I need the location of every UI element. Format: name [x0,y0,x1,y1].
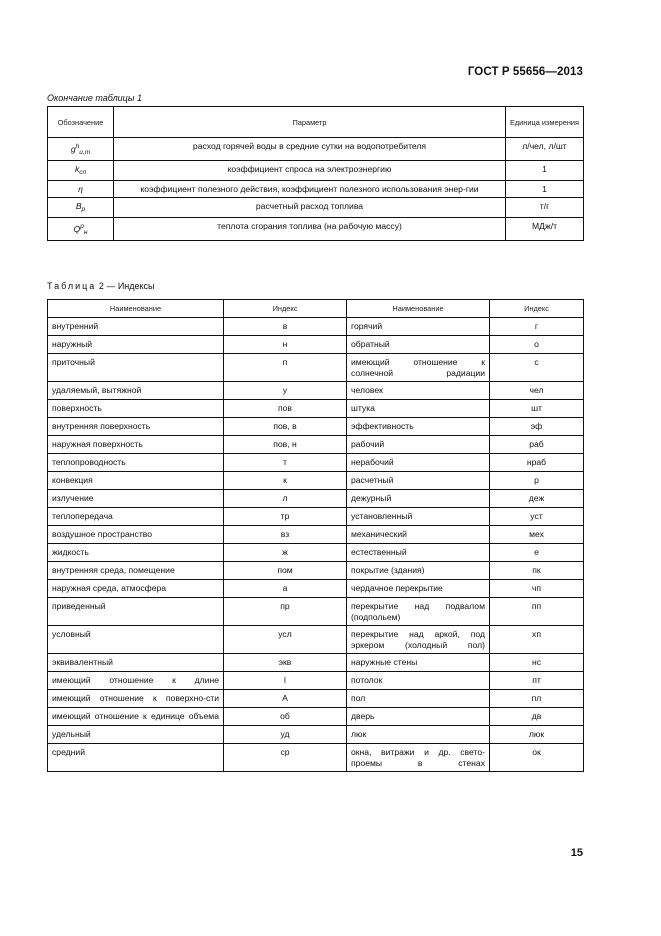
table2-right-index: люк [490,726,584,744]
table2-left-name: внутренняя поверхность [48,418,224,436]
table2-left-name: наружный [48,336,224,354]
table1-unit-cell: 1 [506,161,584,181]
table1-col-symbol: Обозначение [48,107,114,138]
table1-parameter-cell: коэффициент спроса на электроэнергию [114,161,506,181]
table2-left-index: в [224,318,347,336]
table2-right-index: о [490,336,584,354]
table2-left-name: жидкость [48,544,224,562]
table1-symbol-cell [48,218,114,241]
table2-right-index: деж [490,490,584,508]
table2-right-name: механический [347,526,490,544]
table2-row [48,626,584,654]
table2-row [48,382,584,400]
table2-caption [47,281,155,291]
table2-left-index: пов [224,400,347,418]
standard-code: ГОСТ Р 55656—2013 [467,66,583,78]
table2-row [48,454,584,472]
symbol-base: g [70,144,76,154]
table2-right-name: покрытие (здания) [347,562,490,580]
table2-left-index: п [224,354,347,382]
table2-right-name: пол [347,690,490,708]
table2-row [48,544,584,562]
table2-left-name: средний [48,744,224,772]
table2-left-index: об [224,708,347,726]
table2-right-index: пт [490,672,584,690]
table2-right-index: мех [490,526,584,544]
table2-right-name: окна, витражи и др. свето-проемы в стенах [347,744,490,772]
table2-left-name: имеющий отношение к единице объема [48,708,224,726]
table1-header-row [48,107,584,138]
table2-row [48,654,584,672]
table2-left-name: конвекция [48,472,224,490]
table2-left-name: внутренняя среда, помещение [48,562,224,580]
table2-row [48,744,584,772]
table2-left-name: приточный [48,354,224,382]
table2-right-name: дверь [347,708,490,726]
table1-unit-cell: МДж/т [506,218,584,241]
table2-right-name: чердачное перекрытие [347,580,490,598]
table2-right-index: ок [490,744,584,772]
table2-left-name: приведенный [48,598,224,626]
table2-right-index: шт [490,400,584,418]
table2-left-index: пр [224,598,347,626]
table2-left-index: н [224,336,347,354]
table2-left-name: воздушное пространство [48,526,224,544]
table2-row [48,318,584,336]
table2-col-left-index: Индекс [224,300,347,318]
table2-right-index: р [490,472,584,490]
table2-left-name: внутренний [48,318,224,336]
table2-left-index: l [224,672,347,690]
table2-row [48,336,584,354]
table1-symbol-cell [48,138,114,161]
table2-right-name: нерабочий [347,454,490,472]
table1-symbol-cell [48,181,114,198]
table2-right-name: штука [347,400,490,418]
table2-right-index: пп [490,598,584,626]
table2-right-name: имеющий отношение к солнечной радиации [347,354,490,382]
table2-left-name: удельный [48,726,224,744]
table2-row [48,562,584,580]
table1-row [48,218,584,241]
table2-row [48,690,584,708]
table1-unit-cell: 1 [506,181,584,198]
table2-caption-rest: 2 — Индексы [98,281,155,291]
table2-row [48,726,584,744]
table2-row [48,490,584,508]
table2-right-index: г [490,318,584,336]
symbol-subscript: сп [79,169,87,176]
table2-right-name: обратный [347,336,490,354]
table2-left-name: излучение [48,490,224,508]
table2-left-index: л [224,490,347,508]
symbol-base: η [78,184,83,194]
table2-row [48,436,584,454]
table2-caption-prefix: Таблица [47,281,97,291]
symbol-subscript: н [83,229,88,236]
table2-right-name: установленный [347,508,490,526]
symbol-superscript: р [80,223,84,230]
table2-left-name: имеющий отношение к поверхно-сти [48,690,224,708]
table2-right-name: рабочий [347,436,490,454]
symbol-subscript: р [81,206,86,213]
table2-right-name: дежурный [347,490,490,508]
table2-left-index: т [224,454,347,472]
table1-row [48,198,584,218]
table2-left-name: теплопроводность [48,454,224,472]
table2-left-index: тр [224,508,347,526]
table2-col-left-name: Наименование [48,300,224,318]
table2-right-index: уст [490,508,584,526]
table1-symbol-cell [48,198,114,218]
symbol-subscript: u,m [79,149,91,156]
table2-left-name: наружная поверхность [48,436,224,454]
table2-right-index: хп [490,626,584,654]
table2-right-name: человек [347,382,490,400]
table2-row [48,472,584,490]
table2-right-index: чел [490,382,584,400]
table2-right-index: нс [490,654,584,672]
table2-right-index: с [490,354,584,382]
table2-left-index: экв [224,654,347,672]
table2-row [48,580,584,598]
table2-right-name: горячий [347,318,490,336]
symbol-base: k [74,164,80,174]
table2-row [48,508,584,526]
page-number: 15 [570,847,583,859]
table2-row [48,418,584,436]
table2-row [48,672,584,690]
table2-right-name: наружные стены [347,654,490,672]
table1-parameter-cell: теплота сгорания топлива (на рабочую массу) [114,218,506,241]
table2-left-index: A [224,690,347,708]
table2-right-index: е [490,544,584,562]
table2 [47,299,584,772]
table2-right-name: естественный [347,544,490,562]
table2-left-name: условный [48,626,224,654]
symbol-base: B [75,201,82,211]
table1-caption: Окончание таблицы 1 [47,93,142,103]
symbol-base: Q [73,224,81,234]
table2-right-name: потолок [347,672,490,690]
table2-left-name: наружная среда, атмосфера [48,580,224,598]
table2-row [48,354,584,382]
table2-right-name: перекрытие над аркой, под эркером (холодный пол) [347,626,490,654]
table1-row [48,138,584,161]
table2-header-row [48,300,584,318]
table2-row [48,400,584,418]
symbol-superscript: h [75,143,80,150]
table1-symbol-cell [48,161,114,181]
table1-unit-cell: л/чел, л/шт [506,138,584,161]
table1-parameter-cell: расход горячей воды в средние сутки на водопотребителя [114,138,506,161]
table2-right-name: перекрытие над подвалом (подпольем) [347,598,490,626]
table2-left-index: ж [224,544,347,562]
table1-col-parameter: Параметр [114,107,506,138]
table1-row [48,161,584,181]
table2-right-index: пл [490,690,584,708]
table2-col-right-name: Наименование [347,300,490,318]
table2-right-index: дв [490,708,584,726]
table2-right-name: люк [347,726,490,744]
table2-right-name: расчетный [347,472,490,490]
table2-left-index: а [224,580,347,598]
table2-left-index: пов, н [224,436,347,454]
table1-col-unit: Единица измерения [506,107,584,138]
table1-row [48,181,584,198]
table2-left-name: теплопередача [48,508,224,526]
table2-left-name: имеющий отношение к длине [48,672,224,690]
table2-right-index: чп [490,580,584,598]
table2-left-name: поверхность [48,400,224,418]
table2-left-index: ср [224,744,347,772]
table2-row [48,526,584,544]
table1-unit-cell: т/г [506,198,584,218]
table2-left-name: удаляемый, вытяжной [48,382,224,400]
table2-left-index: пом [224,562,347,580]
table1-parameter-cell: расчетный расход топлива [114,198,506,218]
table1 [47,106,584,241]
table2-left-name: эквивалентный [48,654,224,672]
table2-left-index: вз [224,526,347,544]
table2-row [48,598,584,626]
table2-right-name: эффективность [347,418,490,436]
table2-right-index: эф [490,418,584,436]
table1-parameter-cell: коэффициент полезного действия, коэффициент полезного использования энер-гии [114,181,506,198]
table2-left-index: к [224,472,347,490]
table2-right-index: раб [490,436,584,454]
table2-right-index: пк [490,562,584,580]
table2-row [48,708,584,726]
table2-left-index: уд [224,726,347,744]
table2-left-index: усл [224,626,347,654]
table2-col-right-index: Индекс [490,300,584,318]
table2-left-index: у [224,382,347,400]
table2-left-index: пов, в [224,418,347,436]
table2-right-index: нраб [490,454,584,472]
